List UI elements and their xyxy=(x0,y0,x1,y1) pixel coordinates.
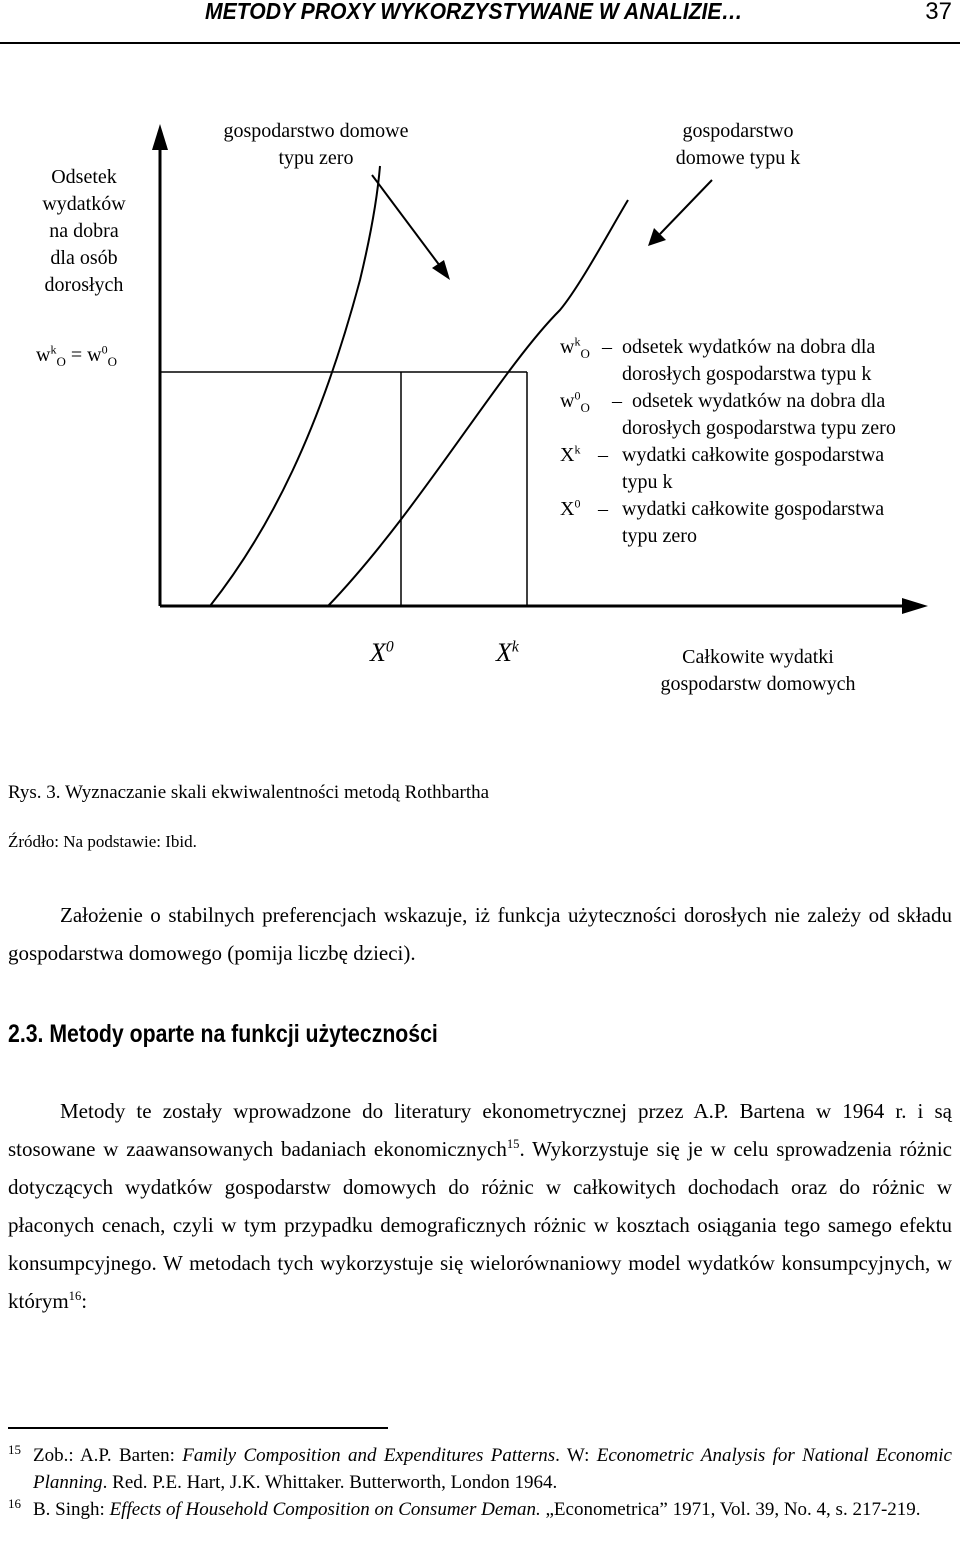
legend-entry: $X^k$ xyxy=(560,442,581,466)
pointer-arrow-zero xyxy=(372,175,440,266)
y-axis-arrowhead xyxy=(152,124,168,150)
curve-k-label: gospodarstwo domowe typu k xyxy=(675,120,801,169)
running-title: METODY PROXY WYKORZYSTYWANE W ANALIZIE… xyxy=(205,0,743,24)
legend-entry: $w^0_O$ xyxy=(560,388,590,415)
y-axis-label: Odsetek wydatków na dobra dla osób dorosłych xyxy=(42,166,126,296)
pointer-arrow-k xyxy=(660,180,712,234)
footnote-ref-15[interactable]: 15 xyxy=(506,1137,520,1151)
paragraph-1: Założenie o stabilnych preferencjach wskazuje, iż funkcja użyteczności dorosłych nie zależy od składu gospodarstwa domowego (pomija liczbę dzieci). xyxy=(8,903,952,965)
page-header xyxy=(0,0,960,44)
section-heading: 2.3. Metody oparte na funkcji użyteczności xyxy=(8,1020,438,1048)
footnote-ref-16[interactable]: 16 xyxy=(68,1289,82,1303)
curve-zero xyxy=(210,166,380,606)
footnote-16: 16 B. Singh: Effects of Household Composition on Consumer Deman. „Econometrica” 1971, Vol. 39, No. 4, s. 217-219. xyxy=(8,1496,952,1523)
y-equality-label: $w^k_O = w^0_O$ xyxy=(36,342,117,369)
pointer-arrowhead-zero xyxy=(432,260,450,280)
figure-rothbarth: Odsetek wydatków na dobra dla osób dorosłych $w^k_O = w^0_O$ gospodarstwo domowe typu zero gospodarstwo domowe typu k $w^k_O$ – odsetek wydatków na dobra dla dorosłych gospodarstwa typu k $w^0_O$ – odsetek wydatków na dobra dla dorosłych gospodarstwa typu zero $X^k$ – wydatki całkowite gospodarstwa typu k $X^0$ – wydatki całkowite gospodarstwa typu zero $X^0$ $X^k$ Całkowite wydatki gospodarstw domowych xyxy=(0,110,960,730)
figure-caption: Rys. 3. Wyznaczanie skali ekwiwalentności metodą Rothbartha xyxy=(8,782,490,803)
footnote-15: 15 Zob.: A.P. Barten: Family Composition and Expenditures Patterns. W: Econometric Analysis for National Economic Planning. Red. P.E. Hart, J.K. Whittaker. Butterworth, London 1964. xyxy=(8,1442,952,1496)
footnote-number: 16 xyxy=(8,1496,21,1511)
x-axis-label: Całkowite wydatki gospodarstw domowych xyxy=(660,646,856,695)
x-tick-xk: $X^k$ xyxy=(496,638,519,667)
curve-zero-label: gospodarstwo domowe typu zero xyxy=(223,120,409,169)
x-axis-arrowhead xyxy=(902,598,928,614)
footnote-number: 15 xyxy=(8,1442,21,1457)
footnote-separator xyxy=(8,1427,388,1429)
legend-entry: $X^0$ xyxy=(560,496,581,520)
x-tick-x0: $X^0$ xyxy=(370,638,394,667)
figure-source: Źródło: Na podstawie: Ibid. xyxy=(8,832,197,851)
legend-entry: $w^k_O$ xyxy=(560,334,590,361)
header-rule xyxy=(0,42,960,44)
paragraph-2: Metody te zostały wprowadzone do literatury ekonometrycznej przez A.P. Bartena w 1964 r. i są stosowane w zaawansowanych badaniach ekonomicznych$^{15}$. Wykorzystuje się je w celu sprowadzenia różnic dotyczących wydatków gospodarstw domowych do różnic w całkowitych dochodach oraz do różnic w płaconych cenach, czyli w tym przypadku demograficznych różnic w kosztach osiągania tego samego efektu konsumpcyjnego. W metodach tych wykorzystuje się wielorównaniowy model wydatków konsumpcyjnych, w którym$^{16}$: xyxy=(8,1099,952,1313)
page-number: 37 xyxy=(925,0,952,25)
